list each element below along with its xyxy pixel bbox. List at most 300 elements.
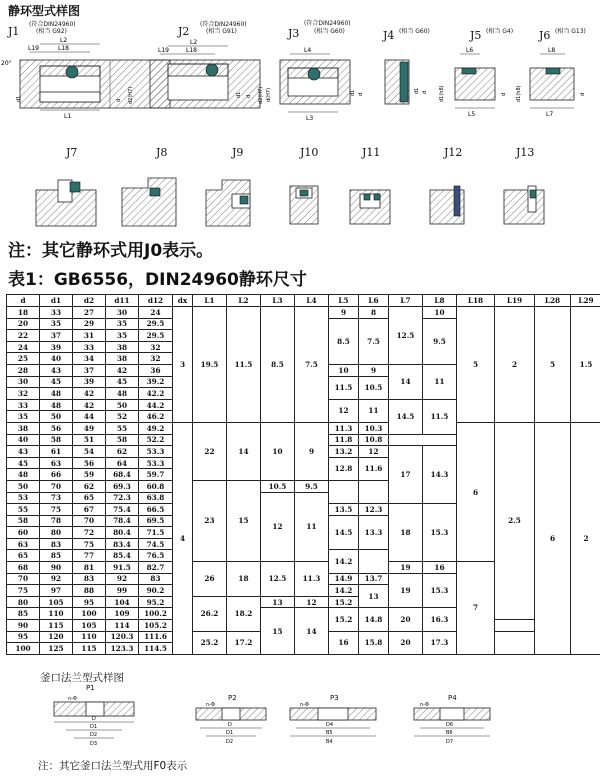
j1-dim-angle: 20° [1, 60, 12, 67]
p3-dim-d4: D4 [326, 722, 334, 728]
cell: 18 [7, 307, 40, 319]
figure-j3-sub1: (符合DIN24960) [304, 20, 351, 27]
figure-j10-drawing [290, 186, 318, 224]
cell-dx: 3 [173, 307, 193, 423]
cell: 115 [40, 620, 73, 632]
cell-l6: 11 [359, 399, 389, 422]
cell: 83.4 [106, 538, 139, 550]
cell: 53 [7, 492, 40, 504]
p3-dim-b5: B5 [326, 730, 333, 736]
figure-j6-label: J6 [539, 29, 551, 42]
cell: 80 [7, 596, 40, 608]
cell-l8: 16 [423, 562, 457, 574]
cell-l4: 7.5 [295, 307, 329, 423]
figure-j2-sub1: (符合DIN24960) [200, 21, 247, 28]
header-l4: L4 [295, 295, 329, 307]
cell-l6-blank [359, 480, 389, 503]
figure-j2-drawing [150, 39, 264, 108]
cell: 90 [40, 562, 73, 574]
figure-j8-drawing [122, 178, 176, 226]
cell: 27 [73, 307, 106, 319]
cell: 30 [7, 376, 40, 388]
cell: 90 [7, 620, 40, 632]
cell-l5: 11.5 [329, 376, 359, 399]
p3-dim-b4: B4 [326, 739, 333, 745]
header-d11: d11 [106, 295, 139, 307]
cell: 24 [7, 341, 40, 353]
cell-l29: 1.5 [571, 307, 600, 423]
figure-p1-label: P1 [86, 684, 95, 692]
figure-j13-drawing [504, 186, 544, 224]
cell-l3: 12 [261, 492, 295, 562]
cell: 70 [7, 573, 40, 585]
cell-l1: 19.5 [193, 307, 227, 423]
cell: 30 [106, 307, 139, 319]
header-l29: L29 [571, 295, 600, 307]
header-dx: dx [173, 295, 193, 307]
cell-l6: 10.5 [359, 376, 389, 399]
figure-j10-label: J10 [300, 146, 319, 159]
cell-l3: 10.5 [261, 480, 295, 492]
cell-l4: 12 [295, 596, 329, 608]
j6-dim-l7: L7 [546, 111, 554, 118]
cell: 55 [7, 504, 40, 516]
figure-j12-label: J12 [444, 146, 463, 159]
figure-p1-drawing [54, 696, 134, 747]
cell: 48 [40, 399, 73, 411]
figure-j2-label: J2 [178, 25, 190, 38]
table-row [7, 307, 600, 319]
cell: 34 [73, 353, 106, 365]
j5-dim-l6: L6 [466, 47, 474, 54]
cell-l3: 12.5 [261, 562, 295, 597]
cell-l7: 14.5 [389, 399, 423, 434]
cell: 42 [73, 388, 106, 400]
cell-l2: 18 [227, 562, 261, 597]
figure-j9-drawing [206, 180, 250, 226]
cell: 59 [73, 469, 106, 481]
figure-j4-label: J4 [383, 29, 395, 42]
cell-l28: 6 [535, 422, 571, 654]
cell: 44 [73, 411, 106, 423]
cell-l8: 11.5 [423, 399, 457, 434]
figure-j6-sub1: (相当 G13) [555, 28, 586, 35]
cell: 76.5 [139, 550, 173, 562]
cell: 48 [40, 388, 73, 400]
cell-l5: 11.8 [329, 434, 359, 446]
cell-l5: 12 [329, 399, 359, 422]
cell-l6: 12.3 [359, 504, 389, 516]
cell-l5: 15.2 [329, 596, 359, 608]
cell: 123.3 [106, 643, 139, 655]
cell-l28: 5 [535, 307, 571, 423]
cell: 105.2 [139, 620, 173, 632]
figure-j1-label: J1 [8, 25, 20, 38]
cell: 70 [40, 480, 73, 492]
cell: 64 [106, 457, 139, 469]
figure-j6-drawing [516, 47, 586, 118]
cell-l7: 14 [389, 364, 423, 399]
j2-dim-l18: L18 [186, 47, 197, 54]
table-title: 表1：GB6556，DIN24960静环尺寸 [8, 270, 307, 290]
cell-l1: 26.2 [193, 596, 227, 631]
cell: 29.5 [139, 318, 173, 330]
table-header-row [7, 295, 600, 307]
cell: 111.6 [139, 631, 173, 643]
j1-dim-d2: d2(H7) [128, 86, 134, 104]
cell-l8: 17.3 [423, 631, 457, 654]
header-d: d [7, 295, 40, 307]
cell-l29: 2 [571, 422, 600, 654]
header-l8: L8 [423, 295, 457, 307]
note-other-flange: 注：其它釜口法兰型式用F0表示 [38, 760, 188, 772]
cell: 65 [7, 550, 40, 562]
j1-dim-l19: L19 [28, 45, 39, 52]
static-ring-dimension-table [6, 294, 600, 655]
j1-dim-d1: d1 [16, 95, 22, 102]
figure-p4-label: P4 [448, 694, 457, 702]
j3-dim-dh7: d(H7) [266, 87, 272, 102]
cell: 92 [40, 573, 73, 585]
cell: 38 [106, 353, 139, 365]
cell-l18: 7 [457, 562, 495, 655]
figure-j8-label: J8 [156, 146, 168, 159]
cell: 109 [106, 608, 139, 620]
figure-j7-label: J7 [66, 146, 78, 159]
cell-l1: 22 [193, 422, 227, 480]
cell-l3: 13 [261, 596, 295, 608]
p2-dim-hole: n-Φ [206, 702, 215, 708]
j3-dim-d1: d1 [350, 89, 356, 96]
cell: 42.2 [139, 388, 173, 400]
cell: 62 [106, 446, 139, 458]
cell: 56 [73, 457, 106, 469]
cell: 75 [73, 538, 106, 550]
cell-l5: 15.2 [329, 608, 359, 631]
cell-l7: 12.5 [389, 307, 423, 365]
page-title: 静环型式样图 [8, 4, 81, 18]
cell-l7: 20 [389, 608, 423, 631]
cell-l6: 11.6 [359, 457, 389, 480]
cell: 43 [7, 446, 40, 458]
cell: 83 [73, 573, 106, 585]
cell: 66 [40, 469, 73, 481]
cell: 35 [7, 411, 40, 423]
cell: 66.5 [139, 504, 173, 516]
cell-l4: 11.3 [295, 562, 329, 597]
cell: 72.3 [106, 492, 139, 504]
cell: 29.5 [139, 330, 173, 342]
cell: 38 [106, 341, 139, 353]
cell-l8: 14.3 [423, 446, 457, 504]
cell-l3: 8.5 [261, 307, 295, 423]
cell: 120 [40, 631, 73, 643]
cell: 110 [73, 631, 106, 643]
cell: 25 [7, 353, 40, 365]
figure-j1-drawing [1, 37, 170, 120]
cell-l7: 19 [389, 562, 423, 574]
cell: 68 [7, 562, 40, 574]
cell: 68.4 [106, 469, 139, 481]
figure-j3-drawing [266, 47, 364, 122]
cell-l4: 9.5 [295, 480, 329, 492]
cell: 95 [7, 631, 40, 643]
figure-j7-drawing [36, 180, 96, 226]
p2-dim-d2: D2 [226, 739, 234, 745]
cell-l5: 14.9 [329, 573, 359, 585]
p2-dim-d1: D1 [226, 730, 234, 736]
cell: 45 [7, 457, 40, 469]
cell-l2: 15 [227, 480, 261, 561]
p1-dim-d: D [92, 716, 96, 722]
cell: 40 [7, 434, 40, 446]
cell-l18: 5 [457, 307, 495, 423]
cell: 83 [139, 573, 173, 585]
cell: 51 [73, 434, 106, 446]
cell: 32 [139, 341, 173, 353]
p1-dim-hole: n-Φ [68, 696, 77, 702]
cell: 42 [73, 399, 106, 411]
cell-l4: 11 [295, 492, 329, 562]
cell: 82.7 [139, 562, 173, 574]
cell: 35 [106, 330, 139, 342]
figure-p4-drawing [414, 702, 490, 745]
cell: 33 [7, 399, 40, 411]
note-other-static-ring: 注：其它静环式用J0表示。 [8, 241, 214, 261]
cell: 59.7 [139, 469, 173, 481]
cell-dx: 4 [173, 422, 193, 654]
p1-dim-d2: D2 [90, 732, 98, 738]
figure-j12-drawing [430, 186, 464, 224]
cell-l4: 14 [295, 608, 329, 654]
cell: 99 [106, 585, 139, 597]
cell-l5: 14.2 [329, 550, 359, 573]
figure-j5-sub1: (相当 G4) [486, 28, 514, 35]
cell: 63.8 [139, 492, 173, 504]
header-d1: d1 [40, 295, 73, 307]
p4-dim-b6: B6 [446, 730, 453, 736]
header-l18: L18 [457, 295, 495, 307]
cell: 50 [40, 411, 73, 423]
cell-l2: 18.2 [227, 596, 261, 631]
j3-dim-l4: L4 [304, 47, 312, 54]
cell: 39 [73, 376, 106, 388]
j2-dim-l19: L19 [158, 47, 169, 54]
cell: 95.2 [139, 596, 173, 608]
cell: 37 [73, 364, 106, 376]
p4-dim-d7: D7 [446, 739, 454, 745]
cell: 29 [73, 318, 106, 330]
cell: 72 [73, 527, 106, 539]
cell: 100 [7, 643, 40, 655]
cell: 53.3 [139, 446, 173, 458]
cell-l7: 19 [389, 573, 423, 608]
cell: 50 [7, 480, 40, 492]
cell: 33 [40, 307, 73, 319]
cell: 58 [7, 515, 40, 527]
cell-l8: 11 [423, 364, 457, 399]
cell-l19: 2 [495, 307, 535, 423]
cell-l6: 15.8 [359, 631, 389, 654]
cell-l8: 16.3 [423, 608, 457, 631]
cell: 70 [73, 515, 106, 527]
cell: 100.2 [139, 608, 173, 620]
cell-l7: 20 [389, 631, 423, 654]
figure-j4-drawing [385, 60, 428, 104]
j2-dim-l2: L2 [190, 39, 198, 46]
figure-p3-label: P3 [330, 694, 339, 702]
cell: 69.3 [106, 480, 139, 492]
header-l5: L5 [329, 295, 359, 307]
cell: 85 [40, 550, 73, 562]
cell: 75 [40, 504, 73, 516]
cell: 48 [106, 388, 139, 400]
j2-dim-d: d [246, 94, 252, 98]
cell-l2: 17.2 [227, 631, 261, 654]
cell: 97 [40, 585, 73, 597]
figure-j9-label: J9 [232, 146, 244, 159]
figure-j1-sub1: (符合DIN24960) [29, 21, 76, 28]
cell-l5: 16 [329, 631, 359, 654]
cell-l1: 25.2 [193, 631, 227, 654]
cell: 49.2 [139, 422, 173, 434]
cell-l18: 6 [457, 422, 495, 561]
figure-j5-label: J5 [470, 29, 482, 42]
cell-l8: 15.3 [423, 504, 457, 562]
cell: 114 [106, 620, 139, 632]
cell: 105 [40, 596, 73, 608]
header-l19: L19 [495, 295, 535, 307]
j5-dim-d1: d1(h8) [439, 85, 445, 102]
cell: 95 [73, 596, 106, 608]
cell: 88 [73, 585, 106, 597]
cell: 35 [40, 318, 73, 330]
cell-l6: 13.3 [359, 515, 389, 550]
cell: 83 [40, 538, 73, 550]
flange-section-title: 釜口法兰型式样图 [40, 672, 124, 684]
cell: 53.3 [139, 457, 173, 469]
figure-j11-drawing [350, 190, 390, 224]
cell-l5: 10 [329, 364, 359, 376]
cell: 80 [40, 527, 73, 539]
cell-l1: 23 [193, 480, 227, 561]
cell: 49 [73, 422, 106, 434]
cell: 45 [106, 376, 139, 388]
cell: 125 [40, 643, 73, 655]
j6-dim-d: d [580, 92, 586, 96]
cell-l19: 2.5 [495, 422, 535, 619]
p1-dim-d3: D3 [90, 741, 98, 747]
cell-l6: 8 [359, 307, 389, 319]
cell-l6: 13.7 [359, 573, 389, 585]
cell-l6: 12 [359, 446, 389, 458]
cell-l5: 14.2 [329, 585, 359, 597]
header-l6: L6 [359, 295, 389, 307]
cell: 69.5 [139, 515, 173, 527]
cell-l7: 17 [389, 446, 423, 504]
cell-l8: 9.5 [423, 318, 457, 364]
cell: 20 [7, 318, 40, 330]
cell-l5: 8.5 [329, 318, 359, 364]
cell-l6: 7.5 [359, 318, 389, 364]
j4-dim-d1: d1 [414, 87, 420, 94]
j1-dim-l1: L1 [64, 113, 72, 120]
cell: 56 [40, 422, 73, 434]
cell: 37 [40, 330, 73, 342]
cell-l6: 9 [359, 364, 389, 376]
j1-dim-d: d [116, 98, 122, 102]
cell: 110 [40, 608, 73, 620]
j3-dim-l3: L3 [306, 115, 314, 122]
cell: 75.4 [106, 504, 139, 516]
cell: 32 [139, 353, 173, 365]
cell: 74.5 [139, 538, 173, 550]
cell-l1: 26 [193, 562, 227, 597]
j2-dim-d1: d1 [236, 91, 242, 98]
j1-dim-l18: L18 [58, 45, 69, 52]
p2-dim-d: D [228, 722, 232, 728]
j5-dim-l5: L5 [468, 111, 476, 118]
header-d12: d12 [139, 295, 173, 307]
cell: 75 [7, 585, 40, 597]
cell-l6: 10.3 [359, 422, 389, 434]
cell: 24 [139, 307, 173, 319]
cell: 52.2 [139, 434, 173, 446]
cell: 73 [40, 492, 73, 504]
cell: 42 [106, 364, 139, 376]
cell: 32 [7, 388, 40, 400]
cell: 28 [7, 364, 40, 376]
cell-l5: 13.5 [329, 504, 359, 516]
cell: 54 [73, 446, 106, 458]
cell: 104 [106, 596, 139, 608]
header-d2: d2 [73, 295, 106, 307]
figure-p3-drawing [290, 702, 376, 745]
cell: 36 [139, 364, 173, 376]
cell: 77 [73, 550, 106, 562]
j2-dim-d2: d2(H7) [258, 86, 264, 104]
cell: 78 [40, 515, 73, 527]
cell-l5: 9 [329, 307, 359, 319]
cell-l2: 14 [227, 422, 261, 480]
cell: 60 [7, 527, 40, 539]
cell-l5: 11.3 [329, 422, 359, 434]
j6-dim-d1: d1(h8) [516, 85, 522, 102]
figure-j11-label: J11 [362, 146, 381, 159]
cell: 46.2 [139, 411, 173, 423]
figure-j3-label: J3 [288, 27, 300, 40]
header-l7: L7 [389, 295, 423, 307]
j5-dim-d: d [501, 92, 507, 96]
cell: 78.4 [106, 515, 139, 527]
seal-drawings-row1 [0, 32, 600, 132]
figure-p2-drawing [196, 702, 266, 745]
cell-l5: 12.8 [329, 457, 359, 480]
p3-dim-hole: n-Φ [300, 702, 309, 708]
p4-dim-hole: n-Φ [420, 702, 429, 708]
cell: 55 [106, 422, 139, 434]
figure-j5-drawing [439, 47, 507, 118]
figure-j4-sub1: (相当 G60) [399, 28, 430, 35]
cell: 91.5 [106, 562, 139, 574]
cell: 58 [106, 434, 139, 446]
figure-j13-label: J13 [516, 146, 535, 159]
cell-l3: 15 [261, 608, 295, 654]
figure-p2-label: P2 [228, 694, 237, 702]
cell: 50 [106, 399, 139, 411]
cell: 115 [73, 643, 106, 655]
figure-j3-sub2: (相当 G60) [314, 28, 345, 35]
